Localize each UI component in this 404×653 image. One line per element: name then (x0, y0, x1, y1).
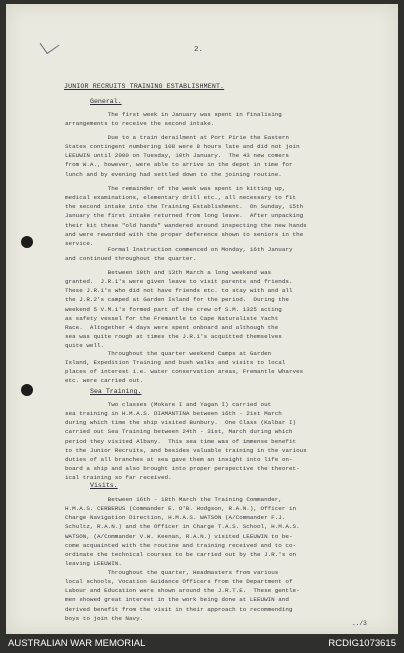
paragraph: The first week in January was spent in finalising arrangements to receive the second intake. (65, 111, 282, 128)
page-number: 2. (194, 46, 204, 54)
paragraph: Formal Instruction commenced on Monday, 16th January and continued throughout the quarter. (65, 246, 293, 263)
document-heading: JUNIOR RECRUITS TRAINING ESTABLISHMENT. (64, 83, 225, 90)
paragraph: Due to a train derailment at Port Pirie the Eastern States contingent numbering 108 were 8 hours late and did not join LEEUWIN until 2000 on Tuesday, 10th January. The 43 new comers from W.A., however, were able to arrive in the depot in time for lunch and by evening had settled down to the joining routine. (65, 134, 300, 178)
pencil-tick-mark (40, 35, 60, 54)
punch-hole-lower (21, 384, 33, 396)
archive-footer-bar (0, 634, 404, 653)
section-title-visits: Visits. (90, 482, 118, 489)
punch-hole-upper (21, 236, 33, 248)
section-title-general: General. (90, 98, 122, 105)
paragraph: Between 16th - 18th March the Training Commander, H.M.A.S. CERBERUS (Commander E. O'B. Hodgson, R.A.N.), Officer in Charge Navigation Direction, H.M.A.S. WATSON (A/Commander F.J. Schultz, R.A.N.) and the Officer in Charge T.A.S. School, H.M.A.S. WATSON, (A/Commander V.W. Keenan, R.A.N.) visited LEEUWIN to be- come acquainted with the routine and training received and to co- ordinate the technical courses to be carried out by the J.R.'s on leaving LEEUWIN. (65, 496, 300, 568)
paragraph: Between 10th and 13th March a long weekend was granted. J.R.1's were given leave to visit parents and friends. These J.R.1's who did not have friends etc. to stay with and all the J.R.2's camped at Garden Island for the period. During the weekend 5 V.M.1's formed part of the crew of S.M. 1325 acting as safety vessel for the Fremantle to Cape Naturaliste Yacht Race. Altogether 4 days were spent onboard and although the sea was quite rough at times the J.R.1's acquitted themselves quite well. (65, 269, 293, 350)
paragraph: Two classes (Mokare I and Yagan I) carried out sea training in H.M.A.S. DIAMANTINA between 16th - 21st March during which time the ship visited Bunbury. One Class (Kalbar I) carried out Sea Training between 24th - 31st, March during which period they visited Albany. This sea time was of immense benefit to the Junior Recruits, and besides valuable training in the various duties of all branches at sea gave them an insight into life on- board a ship and also brought into proper perspective the theoret- ical training so far received. (65, 401, 307, 482)
paragraph: The remainder of the week was spent in kitting up, medical examinations, elementary drill etc., all necessary to fit the second intake into the Training Establishment. On Sunday, 15th January the first intake returned from long leave. After unpacking their kit these "old hands" wandered around inspecting the new hands and were rewarded with the proper deference shown to seniors in the service. (65, 185, 307, 247)
archive-name: AUSTRALIAN WAR MEMORIAL (8, 638, 146, 649)
document-page (6, 4, 398, 634)
section-title-sea-training: Sea Training. (90, 388, 142, 395)
archive-record-id: RCDIG1073615 (328, 638, 396, 649)
paragraph: Throughout the quarter weekend Camps at Garden Island, Expedition Training and bush walks and visits to local places of interest i.e. water conservation areas, Fremantle Wharves etc. were carried out. (65, 350, 304, 385)
paragraph: Throughout the quarter, Headmasters from various local schools, Vocation Guidance Officers from the Department of Labour and Education were shown around the J.R.T.E. These gentle- men showed great interest in the work being done at LEEUWIN and derived benefit from the visit in their approach to recommending boys to join the Navy. (65, 569, 300, 622)
continuation-folio: ../3 (352, 620, 367, 627)
